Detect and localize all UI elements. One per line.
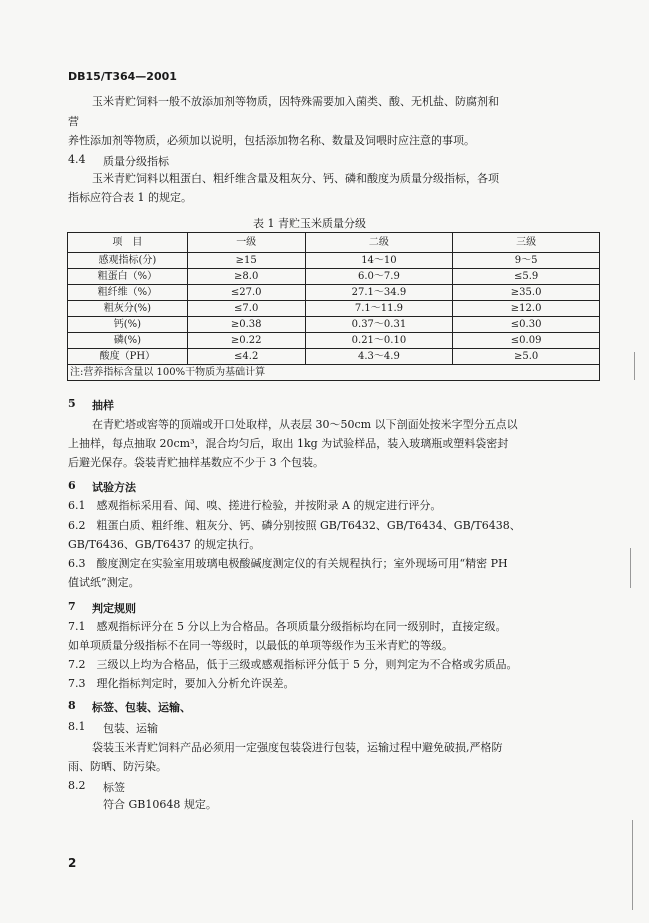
scan-mark: [634, 352, 635, 380]
table-row: [68, 285, 600, 301]
cell-grade-2: 6.0～7.9: [305, 269, 453, 285]
intro-line-2: 营: [68, 115, 79, 128]
cell-grade-1: ≥0.22: [187, 333, 305, 349]
cell-grade-3: ≥5.0: [453, 349, 600, 365]
section-4-4-title: 质量分级指标: [103, 155, 169, 168]
section-8-2-number: 8.2: [68, 779, 86, 792]
section-6-1: 6.1 感观指标采用看、闻、嗅、搓进行检验，并按附录 A 的规定进行评分。: [68, 499, 442, 512]
section-8-2-line-1: 符合 GB10648 规定。: [103, 798, 217, 811]
cell-grade-3: ≥12.0: [453, 301, 600, 317]
header-grade-1: 一级: [187, 233, 305, 253]
table-row: [68, 301, 600, 317]
table-row: [68, 349, 600, 365]
section-5-line-3: 后避光保存。袋装青贮抽样基数应不少于 3 个包装。: [68, 456, 324, 469]
section-6-2-line-2: GB/T6436、GB/T6437 的规定执行。: [68, 538, 261, 551]
header-grade-2: 二级: [305, 233, 453, 253]
section-7-title: 判定规则: [92, 602, 136, 615]
row-label: 酸度（PH）: [68, 349, 188, 365]
section-5-title: 抽样: [92, 399, 114, 412]
cell-grade-2: 27.1～34.9: [305, 285, 453, 301]
section-8-title: 标签、包装、运输、: [92, 701, 191, 714]
table-note-row: [68, 365, 600, 381]
cell-grade-2: 0.21～0.10: [305, 333, 453, 349]
table-row: [68, 317, 600, 333]
section-5-line-1: 在青贮塔或窖等的顶端或开口处取样，从表层 30～50cm 以下剖面处按米字型分五点以: [92, 418, 518, 431]
cell-grade-1: ≥8.0: [187, 269, 305, 285]
header-item: 项 目: [68, 233, 188, 253]
cell-grade-2: 7.1～11.9: [305, 301, 453, 317]
cell-grade-2: 0.37～0.31: [305, 317, 453, 333]
table-header-row: [68, 233, 600, 253]
section-5-line-2: 上抽样，每点抽取 20cm³，混合均匀后，取出 1kg 为试验样品，装入玻璃瓶或塑料袋密封: [68, 437, 509, 450]
scan-mark: [630, 548, 631, 588]
section-7-number: 7: [68, 600, 76, 613]
section-8-2-title: 标签: [103, 781, 125, 794]
cell-grade-1: ≥0.38: [187, 317, 305, 333]
cell-grade-3: ≤5.9: [453, 269, 600, 285]
row-label: 粗灰分(%): [68, 301, 188, 317]
cell-grade-1: ≥15: [187, 253, 305, 269]
cell-grade-2: 4.3～4.9: [305, 349, 453, 365]
section-4-4-line-1: 玉米青贮饲料以粗蛋白、粗纤维含量及粗灰分、钙、磷和酸度为质量分级指标，各项: [92, 172, 499, 185]
cell-grade-2: 14～10: [305, 253, 453, 269]
section-4-4-line-2: 指标应符合表 1 的规定。: [68, 191, 192, 204]
page-number: 2: [68, 856, 77, 870]
section-7-2: 7.2 三级以上均为合格品，低于三级或感观指标评分低于 5 分，则判定为不合格或劣质品。: [68, 658, 518, 671]
cell-grade-3: ≤0.09: [453, 333, 600, 349]
scan-mark: [632, 820, 633, 910]
section-8-1-line-2: 雨、防晒、防污染。: [68, 760, 167, 773]
section-5-number: 5: [68, 397, 76, 410]
section-8-1-title: 包装、运输: [103, 722, 158, 735]
table-note: 注:营养指标含量以 100%干物质为基础计算: [68, 365, 600, 381]
cell-grade-3: ≥35.0: [453, 285, 600, 301]
section-7-1-line-2: 如单项质量分级指标不在同一等级时，以最低的单项等级作为玉米青贮的等级。: [68, 639, 453, 652]
table-caption: 表 1 青贮玉米质量分级: [253, 217, 366, 230]
section-6-3-line-1: 6.3 酸度测定在实验室用玻璃电极酸碱度测定仪的有关规程执行；室外现场可用“精密 PH: [68, 557, 508, 570]
cell-grade-3: 9～5: [453, 253, 600, 269]
cell-grade-1: ≤7.0: [187, 301, 305, 317]
section-6-3-line-2: 值试纸”测定。: [68, 576, 140, 589]
intro-line-1: 玉米青贮饲料一般不放添加剂等物质，因特殊需要加入菌类、酸、无机盐、防腐剂和: [92, 95, 499, 108]
cell-grade-3: ≤0.30: [453, 317, 600, 333]
header-grade-3: 三级: [453, 233, 600, 253]
row-label: 磷(%): [68, 333, 188, 349]
section-6-number: 6: [68, 479, 76, 492]
section-8-number: 8: [68, 699, 76, 712]
section-7-1-line-1: 7.1 感观指标评分在 5 分以上为合格品。各项质量分级指标均在同一级别时，直接定级。: [68, 620, 507, 633]
quality-grade-table: [67, 232, 600, 381]
section-4-4-number: 4.4: [68, 153, 86, 166]
standard-number: DB15/T364—2001: [68, 70, 177, 83]
section-6-2-line-1: 6.2 粗蛋白质、粗纤维、粗灰分、钙、磷分别按照 GB/T6432、GB/T6434、GB/T6438、: [68, 519, 521, 532]
table-row: [68, 333, 600, 349]
row-label: 感观指标(分): [68, 253, 188, 269]
section-7-3: 7.3 理化指标判定时，要加入分析允许误差。: [68, 677, 295, 690]
section-8-1-number: 8.1: [68, 720, 86, 733]
cell-grade-1: ≤27.0: [187, 285, 305, 301]
table-row: [68, 253, 600, 269]
section-6-title: 试验方法: [92, 481, 136, 494]
cell-grade-1: ≤4.2: [187, 349, 305, 365]
row-label: 钙(%): [68, 317, 188, 333]
row-label: 粗蛋白（%）: [68, 269, 188, 285]
table-row: [68, 269, 600, 285]
row-label: 粗纤维（%）: [68, 285, 188, 301]
section-8-1-line-1: 袋装玉米青贮饲料产品必须用一定强度包装袋进行包装，运输过程中避免破损,严格防: [92, 741, 503, 754]
intro-line-3: 养性添加剂等物质，必须加以说明，包括添加物名称、数量及饲喂时应注意的事项。: [68, 134, 475, 147]
